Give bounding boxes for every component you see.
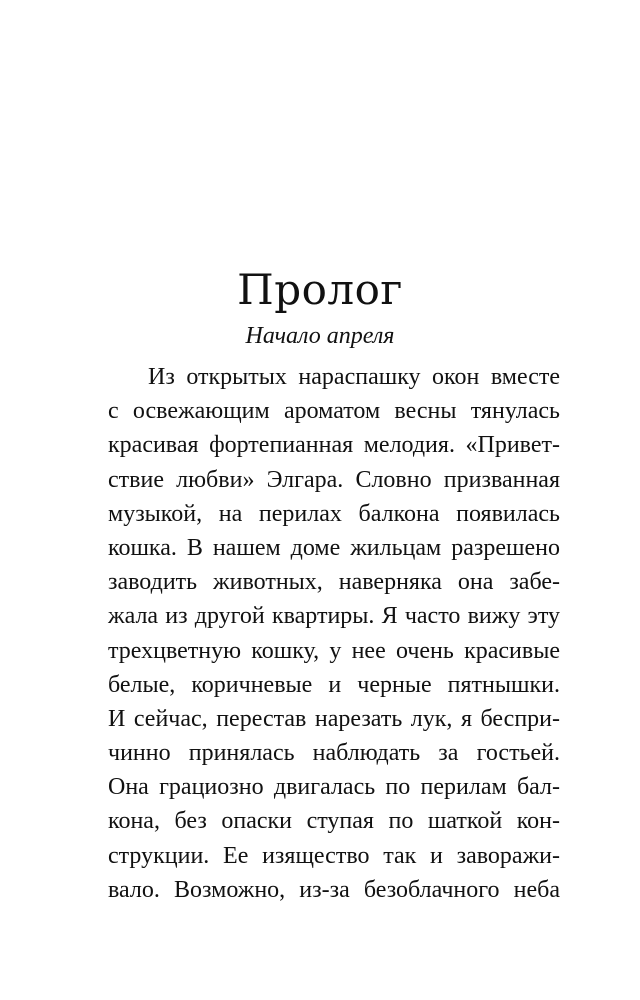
text-line: Она грациозно двигалась по перилам бал-: [108, 774, 560, 801]
text-line: чинно принялась наблюдать за гостьей.: [108, 740, 560, 767]
text-line: белые, коричневые и черные пятнышки.: [108, 671, 560, 698]
text-line: красивая фортепианная мелодия. «Привет-: [108, 432, 560, 459]
text-line: музыкой, на перилах балкона появилась: [108, 500, 560, 527]
text-line: с освежающим ароматом весны тянулась: [108, 398, 560, 425]
text-line: Из открытых нараспашку окон вместе: [148, 364, 560, 390]
text-line: заводить животных, наверняка она забе-: [108, 569, 560, 596]
text-line: кона, без опаски ступая по шаткой кон-: [108, 808, 560, 835]
text-line: кошка. В нашем доме жильцам разрешено: [108, 534, 560, 561]
text-line: И сейчас, перестав нарезать лук, я беспри-: [108, 705, 560, 732]
chapter-title: Пролог: [237, 265, 403, 314]
chapter-subtitle: Начало апреля: [245, 323, 395, 349]
text-line: трехцветную кошку, у нее очень красивые: [108, 637, 560, 664]
text-line: жала из другой квартиры. Я часто вижу эту: [108, 603, 560, 630]
text-line: вало. Возможно, из-за безоблачного неба: [108, 876, 560, 903]
text-line: ствие любви» Элгара. Словно призванная: [108, 466, 560, 493]
text-line: струкции. Ее изящество так и заворажи-: [108, 842, 560, 869]
body-text: [108, 360, 560, 907]
